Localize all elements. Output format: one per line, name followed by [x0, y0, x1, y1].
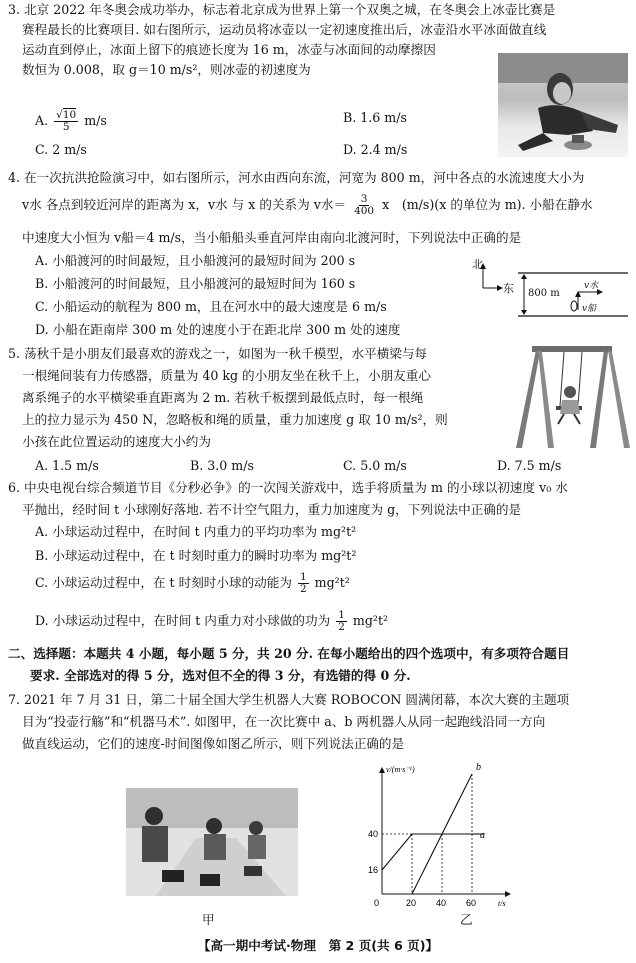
curling-photo: [498, 53, 628, 157]
q4-line1: 4. 在一次抗洪抢险演习中，如右图所示，河水由西向东流，河宽为 800 m，河中各点的水流速度大小为: [8, 170, 585, 185]
fraction: $\frac{√10}{5}$: [56, 109, 77, 133]
x-axis-label: t/s: [498, 899, 506, 908]
q5-line3: 离系绳子的水平横梁垂直距离为 2 m. 若秋千板摆到最低点时，每一根绳: [22, 390, 424, 405]
q4-option-c: C. 小船运动的航程为 800 m，且在河水中的最大速度是 6 m/s: [35, 299, 387, 314]
swing-figure: [512, 344, 630, 452]
q3-line4: 数恒为 0.008，取 g＝10 m/s²，则冰壶的初速度为: [22, 62, 311, 77]
x-tick-label: 0: [374, 898, 380, 908]
north-label: 北: [472, 258, 483, 271]
y-tick-label: 40: [368, 829, 379, 839]
q3-line2: 赛程最长的比赛项目. 如右图所示，运动员将冰壶以一定初速度推出后，冰壶沿水平冰面做直线: [22, 22, 547, 37]
caption-left: 甲: [202, 912, 215, 927]
q4-option-a: A. 小船渡河的时间最短，且小船渡河的最短时间为 200 s: [35, 253, 356, 268]
q6-line1: 6. 中央电视台综合频道节目《分秒必争》的一次闯关游戏中，选手将质量为 m 的小球以初速度 v₀ 水: [8, 480, 568, 495]
q4-option-b: B. 小船渡河的时间最短，且小船渡河的最短时间为 160 s: [35, 276, 356, 291]
x-tick-label: 60: [466, 898, 477, 908]
q4-option-d: D. 小船在距南岸 300 m 处的速度小于在距北岸 300 m 处的速度: [35, 322, 401, 337]
q6-option-b: B. 小球运动过程中，在 t 时刻时重力的瞬时功率为 mg²t²: [35, 548, 357, 563]
east-label: 东: [503, 282, 514, 295]
y-axis-arrow: [379, 767, 385, 773]
q5-option-c: C. 5.0 m/s: [343, 458, 407, 473]
river-width-label: 800 m: [528, 288, 560, 299]
q5-line4: 上的拉力显示为 450 N，忽略板和绳的质量，重力加速度 g 取 10 m/s²，则: [22, 412, 448, 427]
q5-option-b: B. 3.0 m/s: [190, 458, 254, 473]
caption-right: 乙: [460, 912, 473, 927]
q5-line1: 5. 荡秋千是小朋友们最喜欢的游戏之一，如图为一秋千模型，水平横梁与每: [8, 346, 428, 361]
q4-line3: 中速度大小恒为 v船＝4 m/s，当小船船头垂直河岸由南向北渡河时，下列说法中正确的是: [22, 230, 522, 245]
page-footer: 【高一期中考试·物理 第 2 页(共 6 页)】: [197, 938, 439, 953]
q7-line3: 做直线运动，它们的速度-时间图像如图乙所示，则下列说法正确的是: [22, 736, 405, 751]
series-label-a: a: [480, 830, 485, 841]
q5-line5: 小孩在此位置运动的速度大小约为: [22, 434, 211, 449]
boat-velocity-label: v船: [582, 304, 597, 314]
q4-line2: v水 各点到较近河岸的距离为 x，v水 与 x 的关系为 v水＝ $\frac{3}{400}$ x (m/s)(x 的单位为 m). 小船在静水: [22, 193, 593, 217]
q6-option-d: D. 小球运动过程中，在时间 t 内重力对小球做的功为 $\frac{1}{2}$ mg²t²: [35, 609, 389, 633]
river-figure: [470, 258, 630, 330]
x-tick-label: 40: [436, 898, 447, 908]
q7-line1: 7. 2021 年 7 月 31 日，第二十届全国大学生机器人大赛 ROBOCON 圆满闭幕，本次大赛的主题项: [8, 692, 570, 707]
robot-competition-photo: [126, 788, 298, 896]
q5-option-d: D. 7.5 m/s: [497, 458, 562, 473]
q6-option-a: A. 小球运动过程中，在时间 t 内重力的平均功率为 mg²t²: [35, 524, 357, 539]
x-axis-arrow: [505, 891, 511, 897]
q7-line2: 目为“投壶行觞”和“机器马术”. 如图甲，在一次比赛中 a、b 两机器人从同一起跑线沿同一方向: [22, 714, 546, 729]
q6-line2: 平抛出，经时间 t 小球刚好落地. 若不计空气阻力，重力加速度为 g，下列说法中正确的是: [22, 502, 522, 517]
q3-option-a: A. $\frac{√10}{5}$ m/s: [35, 109, 107, 133]
q3-option-b: B. 1.6 m/s: [343, 110, 407, 125]
q5-line2: 一根绳间装有力传感器，质量为 40 kg 的小朋友坐在秋千上，小朋友重心: [22, 368, 431, 383]
q3-option-c: C. 2 m/s: [35, 142, 87, 157]
x-tick-label: 20: [406, 898, 417, 908]
q3-line3: 运动直到停止，冰面上留下的痕迹长度为 16 m，冰壶与冰面间的动摩擦因: [22, 42, 436, 57]
q3-line1: 3. 北京 2022 年冬奥会成功举办，标志着北京成为世界上第一个双奥之城，在冬奥会上冰壶比赛是: [8, 2, 556, 17]
fraction: $\frac{3}{400}$: [354, 193, 375, 217]
series-label-b: b: [476, 762, 481, 773]
water-velocity-label: v水: [584, 281, 599, 291]
section2-heading-line1: 二、选择题：本题共 4 小题，每小题 5 分，共 20 分. 在每小题给出的四个选项中，有多项符合题目: [8, 646, 570, 661]
fraction: $\frac{1}{2}$: [299, 571, 307, 595]
q6-option-c: C. 小球运动过程中，在 t 时刻时小球的动能为 $\frac{1}{2}$ mg²t²: [35, 571, 350, 595]
velocity-time-chart: [358, 762, 518, 912]
y-axis-label: v/(m·s⁻¹): [386, 765, 415, 774]
fraction: $\frac{1}{2}$: [338, 609, 345, 633]
section2-heading-line2: 要求. 全部选对的得 5 分，选对但不全的得 3 分，有选错的得 0 分.: [30, 668, 411, 683]
q3-option-d: D. 2.4 m/s: [343, 142, 408, 157]
y-tick-label: 16: [368, 865, 379, 875]
q5-option-a: A. 1.5 m/s: [35, 458, 99, 473]
